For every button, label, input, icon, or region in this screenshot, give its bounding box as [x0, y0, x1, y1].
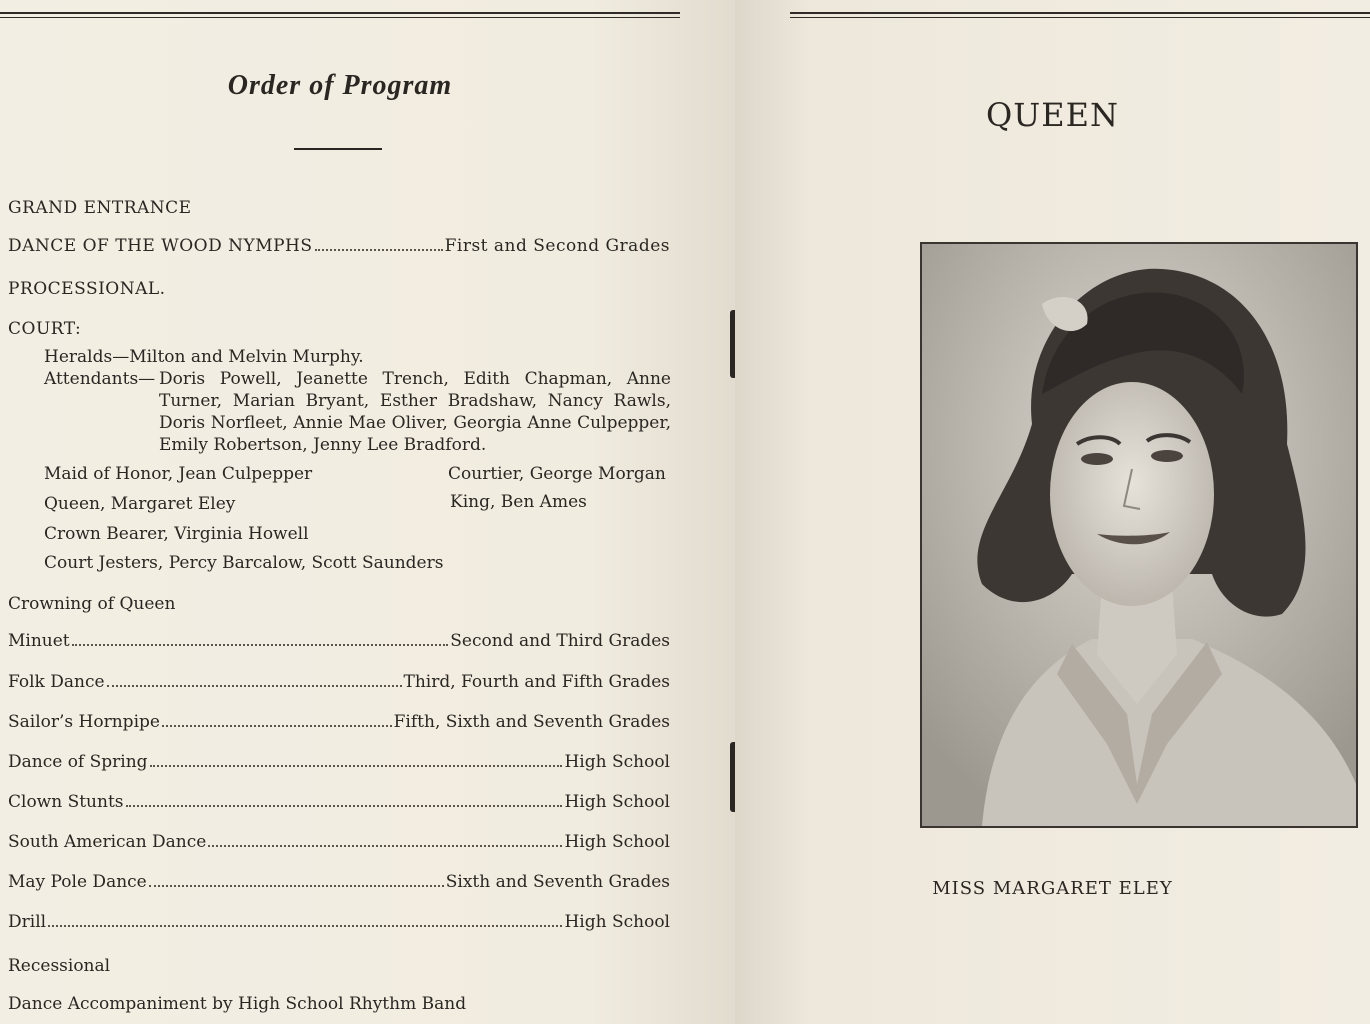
program-item-wood-nymphs: [8, 236, 670, 256]
portrait-caption: MISS MARGARET ELEY: [932, 878, 1173, 899]
portrait-illustration: [922, 244, 1356, 826]
page-title: Order of Program: [227, 70, 453, 101]
item-performers: Sixth and Seventh Grades: [445, 872, 670, 892]
program-item-recessional: Recessional: [8, 956, 111, 976]
item-performers: High School: [564, 832, 670, 852]
program-item-may-pole-dance: [8, 872, 670, 892]
right-page: [735, 0, 1370, 1024]
title-divider: [294, 148, 382, 150]
king-role: King, Ben Ames: [450, 492, 587, 512]
program-item-processional: PROCESSIONAL.: [8, 279, 166, 299]
leader-dots: [208, 844, 562, 847]
leader-dots: [150, 764, 563, 767]
item-name: Folk Dance: [8, 672, 105, 692]
leader-dots: [126, 804, 563, 807]
item-name: Clown Stunts: [8, 792, 124, 812]
program-item-clown-stunts: [8, 792, 670, 812]
court-jesters: Court Jesters, Percy Barcalow, Scott Saunders: [44, 553, 444, 573]
item-performers: First and Second Grades: [444, 236, 670, 256]
item-performers: Third, Fourth and Fifth Grades: [403, 672, 670, 692]
program-item-court: COURT:: [8, 319, 82, 339]
queen-role: Queen, Margaret Eley: [44, 494, 236, 514]
item-name: Sailor’s Hornpipe: [8, 712, 160, 732]
program-item-south-american-dance: [8, 832, 670, 852]
leader-dots: [149, 884, 444, 887]
item-performers: High School: [564, 792, 670, 812]
program-item-hornpipe: [8, 712, 670, 732]
item-performers: Fifth, Sixth and Seventh Grades: [393, 712, 670, 732]
item-performers: Second and Third Grades: [450, 631, 670, 651]
accompaniment-note: Dance Accompaniment by High School Rhythm Band: [8, 994, 467, 1014]
item-name: Drill: [8, 912, 47, 932]
program-item-grand-entrance: GRAND ENTRANCE: [8, 198, 192, 218]
item-performers: High School: [564, 752, 670, 772]
heralds-line: Heralds—Milton and Melvin Murphy.: [44, 347, 364, 367]
program-item-minuet: [8, 631, 670, 651]
leader-dots: [315, 248, 443, 251]
program-item-drill: [8, 912, 670, 932]
item-name: DANCE OF THE WOOD NYMPHS: [8, 236, 313, 256]
item-performers: High School: [564, 912, 670, 932]
item-name: South American Dance: [8, 832, 207, 852]
queen-portrait: [920, 242, 1358, 828]
top-rule-left: [0, 12, 680, 18]
program-item-folk-dance: [8, 672, 670, 692]
top-rule-right: [790, 12, 1370, 18]
maid-of-honor: Maid of Honor, Jean Culpepper: [44, 464, 313, 484]
queen-heading: QUEEN: [986, 96, 1119, 134]
item-name: Minuet: [8, 631, 70, 651]
leader-dots: [48, 924, 562, 927]
leader-dots: [162, 724, 392, 727]
crown-bearer: Crown Bearer, Virginia Howell: [44, 524, 309, 544]
item-name: May Pole Dance: [8, 872, 147, 892]
leader-dots: [72, 643, 449, 646]
attendants-label: Attendants—: [44, 369, 156, 389]
courtier: Courtier, George Morgan: [448, 464, 666, 484]
program-item-dance-of-spring: [8, 752, 670, 772]
program-item-crowning: Crowning of Queen: [8, 594, 176, 614]
item-name: Dance of Spring: [8, 752, 148, 772]
attendants-names: Doris Powell, Jeanette Trench, Edith Chapman, Anne Turner, Marian Bryant, Esther Bradshaw, Nancy Rawls, Doris Norfleet, Annie Mae Oliver, Georgia Anne Culpepper, Emily Robertson, Jenny Lee Bradford.: [159, 369, 671, 455]
leader-dots: [107, 684, 402, 687]
